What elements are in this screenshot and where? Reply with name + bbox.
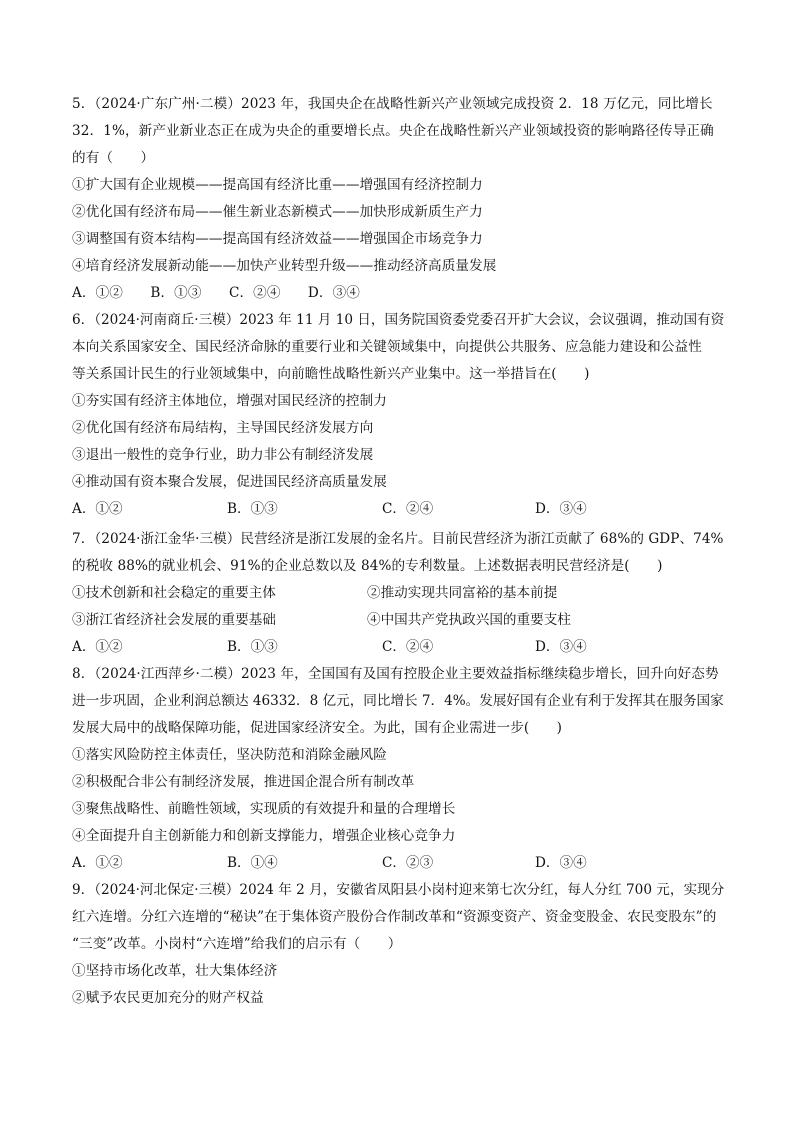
q7-choice-d: D．③④ [535, 639, 587, 655]
q7-items-row-1 [72, 583, 722, 603]
q9-item-1: ①坚持市场化改革，壮大集体经济 [72, 963, 278, 979]
q8-choice-c: C．②③ [382, 855, 434, 871]
q6-choice-b: B．①③ [227, 501, 278, 517]
q6-stem-line-1: 6．（2024·河南商丘·三模）2023 年 11 月 10 日，国务院国资委党委召开扩大会议，会议强调，推动国有资 [72, 312, 725, 328]
q8-choices [72, 853, 722, 873]
q8-choice-d: D．③④ [535, 855, 587, 871]
q7-item-4: ④中国共产党执政兴国的重要支柱 [367, 612, 571, 628]
q6-choices [72, 499, 722, 519]
q9-stem-line-2: 红六连增。分红六连增的“秘诀”在于集体资产股份合作制改革和“资源变资产、资金变股金、农民变股东”的 [72, 909, 717, 925]
q5-stem-line-2: 32．1%，新产业新业态正在成为央企的重要增长点。央企在战略性新兴产业领域投资的影响路径传导正确 [72, 123, 714, 139]
q6-stem-line-3: 等关系国计民生的行业领域集中，向前瞻性战略性新兴产业集中。这一举措旨在( ) [72, 366, 590, 382]
q5-item-2: ②优化国有经济布局——催生新业态新模式——加快形成新质生产力 [72, 204, 483, 220]
q6-choice-d: D．③④ [535, 501, 587, 517]
q8-stem-line-2: 进一步巩固，企业利润总额达 46332．8 亿元，同比增长 7．4%。发展好国有企业有利于发挥其在服务国家 [72, 693, 724, 709]
q8-item-3: ③聚焦战略性、前瞻性领域，实现质的有效提升和量的合理增长 [72, 801, 456, 817]
q9-item-2: ②赋予农民更加充分的财产权益 [72, 990, 264, 1006]
q8-item-4: ④全面提升自主创新能力和创新支撑能力，增强企业核心竞争力 [72, 828, 456, 844]
q8-item-2: ②积极配合非公有制经济发展，推进国企混合所有制改革 [72, 774, 415, 790]
q5-item-1: ①扩大国有企业规模——提高国有经济比重——增强国有经济控制力 [72, 177, 483, 193]
q9-stem-line-1: 9．（2024·河北保定·三模）2024 年 2 月，安徽省凤阳县小岗村迎来第七次分红，每人分红 700 元，实现分 [72, 882, 725, 898]
q8-choice-b: B．①④ [227, 855, 278, 871]
q6-choice-a: A．①② [72, 501, 123, 517]
q7-item-3: ③浙江省经济社会发展的重要基础 [72, 612, 276, 628]
q8-stem-line-1: 8．（2024·江西萍乡·二模）2023 年，全国国有及国有控股企业主要效益指标继续稳步增长，回升向好态势 [72, 666, 719, 682]
q9-stem-line-3: “三变”改革。小岗村“六连增”给我们的启示有（ ） [72, 936, 402, 952]
q7-item-2: ②推动实现共同富裕的基本前提 [367, 585, 558, 601]
q6-item-4: ④推动国有资本聚合发展，促进国民经济高质量发展 [72, 474, 387, 490]
q8-stem-line-3: 发展大局中的战略保障功能，促进国家经济安全。为此，国有企业需进一步( ) [72, 720, 563, 736]
q5-stem-line-1: 5．（2024·广东广州·二模）2023 年，我国央企在战略性新兴产业领域完成投资 2．18 万亿元，同比增长 [72, 96, 713, 112]
q7-choice-c: C．②④ [382, 639, 434, 655]
q7-stem-line-2: 的税收 88%的就业机会、91%的企业总数以及 84%的专利数量。上述数据表明民营经济是( ) [72, 558, 663, 574]
q8-item-1: ①落实风险防控主体责任，坚决防范和消除金融风险 [72, 747, 387, 763]
q5-choices: A．①② B．①③ C．②④ D．③④ [72, 285, 360, 301]
q5-stem-line-3: 的有（ ） [72, 150, 155, 166]
q6-item-2: ②优化国有经济布局结构，主导国民经济发展方向 [72, 420, 374, 436]
q6-item-3: ③退出一般性的竞争行业，助力非公有制经济发展 [72, 447, 374, 463]
q7-choices [72, 637, 722, 657]
q6-choice-c: C．②④ [382, 501, 434, 517]
q6-stem-line-2: 本向关系国家安全、国民经济命脉的重要行业和关键领域集中，向提供公共服务、应急能力建设和公益性 [72, 339, 702, 355]
q5-item-3: ③调整国有资本结构——提高国有经济效益——增强国企市场竞争力 [72, 231, 483, 247]
q7-item-1: ①技术创新和社会稳定的重要主体 [72, 585, 276, 601]
q6-item-1: ①夯实国有经济主体地位，增强对国民经济的控制力 [72, 393, 387, 409]
q5-item-4: ④培育经济发展新动能——加快产业转型升级——推动经济高质量发展 [72, 258, 497, 274]
q7-stem-line-1: 7．（2024·浙江金华·三模）民营经济是浙江发展的金名片。目前民营经济为浙江贡献了 68%的 GDP、74% [72, 531, 724, 547]
q7-choice-a: A．①② [72, 639, 123, 655]
q7-items-row-2 [72, 610, 722, 630]
q8-choice-a: A．①② [72, 855, 123, 871]
q7-choice-b: B．①③ [227, 639, 278, 655]
